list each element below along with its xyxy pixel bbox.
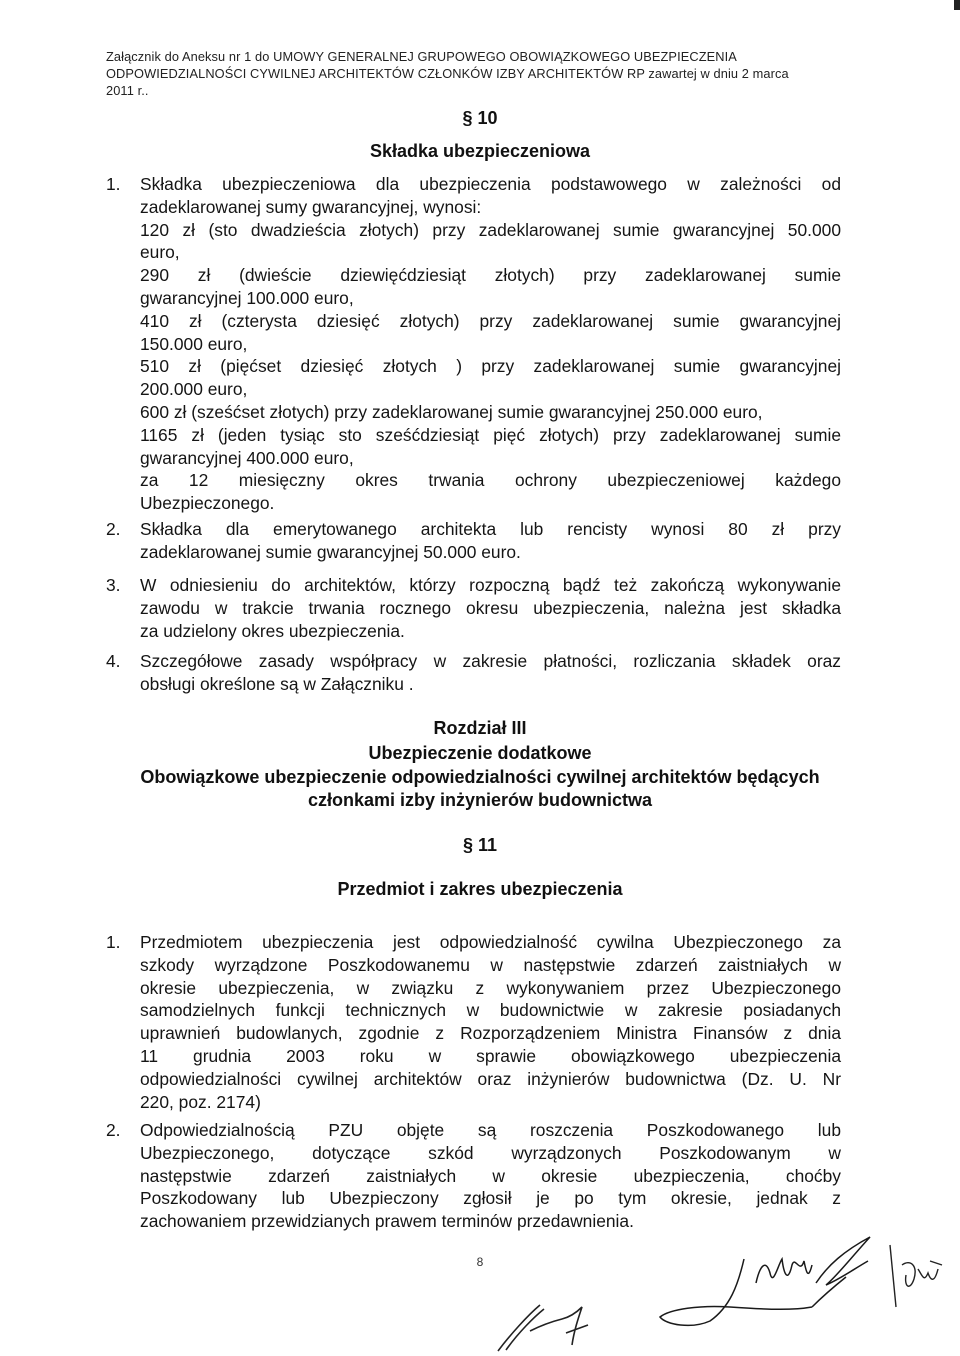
item-line: Ubezpieczonego. <box>140 493 275 514</box>
document-header <box>106 48 846 99</box>
item-line: szkody wyrządzone Poszkodowanemu w następstwie zdarzeń zaistniałych w <box>140 954 841 975</box>
item-line: za 12 miesięczny okres trwania ochrony ubezpieczeniowej każdego <box>140 470 841 491</box>
item-line: zadeklarowanej sumy gwarancyjnej, wynosi: <box>140 196 482 217</box>
corner-mark <box>954 0 960 10</box>
item-line: uprawnień budowlanych, zgodnie z Rozporządzeniem Ministra Finansów z dnia <box>140 1023 841 1044</box>
item-line: Przedmiotem ubezpieczenia jest odpowiedzialność cywilna Ubezpieczonego za <box>140 932 841 952</box>
section-10-title: Składka ubezpieczeniowa <box>369 141 591 161</box>
signature-main <box>640 1225 890 1335</box>
chapter-3-label: Rozdział III <box>433 718 527 738</box>
item-line: W odniesieniu do architektów, którzy rozpoczną bądź też zakończą wykonywanie <box>140 575 841 595</box>
item-line: euro, <box>140 242 180 263</box>
item-line: 220, poz. 2174) <box>140 1091 261 1112</box>
item-line: 600 zł (sześćset złotych) przy zadeklarowanej sumie gwarancyjnej 250.000 euro, <box>140 401 763 422</box>
item-line: samodzielnych funkcji technicznych w budownictwie w zakresie posiadanych <box>140 1000 841 1021</box>
item-line: 150.000 euro, <box>140 333 248 354</box>
item-line: Ubezpieczonego, dotyczące szkód wyrządzonych Poszkodowanym w <box>140 1142 841 1163</box>
item-line: Składka ubezpieczeniowa dla ubezpieczenia podstawowego w zależności od <box>140 174 841 194</box>
item-number: 2. <box>106 519 121 539</box>
section-10-item-4 <box>106 650 841 696</box>
item-line: 410 zł (czterysta dziesięć złotych) przy zadeklarowanej sumie gwarancyjnej <box>140 310 841 331</box>
item-line: Poszkodowany lub Ubezpieczony zgłosił je po tym okresie, jednak z <box>140 1188 841 1209</box>
chapter-3-title: członkami izby inżynierów budownictwa <box>307 790 653 810</box>
section-11-item-2 <box>106 1119 841 1233</box>
item-line: 11 grudnia 2003 roku w sprawie obowiązkowego ubezpieczenia <box>140 1045 841 1066</box>
item-line: Składka dla emerytowanego architekta lub rencisty wynosi 80 zł przy <box>140 519 841 539</box>
item-line: okresie ubezpieczenia, w związku z wykonywaniem przez Ubezpieczonego <box>140 977 841 998</box>
item-number: 1. <box>106 932 121 952</box>
item-line: obsługi określone są w Załączniku . <box>140 673 414 694</box>
section-10-item-3 <box>106 574 841 642</box>
item-number: 2. <box>106 1120 121 1140</box>
item-line: 120 zł (sto dwadzieścia złotych) przy zadeklarowanej sumie gwarancyjnej 50.000 <box>140 219 841 240</box>
section-11-item-1 <box>106 931 841 1113</box>
item-number: 1. <box>106 174 121 194</box>
item-line: Odpowiedzialnością PZU objęte są roszczenia Poszkodowanego lub <box>140 1120 841 1140</box>
section-10-number: § 10 <box>462 108 498 128</box>
header-line: 2011 r.. <box>106 83 149 98</box>
page-number: 8 <box>476 1255 484 1269</box>
item-line: zadeklarowanej sumie gwarancyjnej 50.000 euro. <box>140 541 521 562</box>
item-line: zachowaniem przewidzianych prawem terminów przedawnienia. <box>140 1211 634 1232</box>
section-10-item-2 <box>106 518 841 564</box>
header-line: Załącznik do Aneksu nr 1 do UMOWY GENERALNEJ GRUPOWEGO OBOWIĄZKOWEGO UBEZPIECZENIA <box>106 49 737 64</box>
item-line: zawodu w trakcie trwania rocznego okresu ubezpieczenia, należna jest składka <box>140 597 841 618</box>
section-10-item-1 <box>106 173 841 515</box>
item-line: za udzielony okres ubezpieczenia. <box>140 620 405 641</box>
section-11-title: Przedmiot i zakres ubezpieczenia <box>337 879 623 899</box>
item-line: gwarancyjnej 400.000 euro, <box>140 447 354 468</box>
item-line: 1165 zł (jeden tysiąc sto sześćdziesiąt pięć złotych) przy zadeklarowanej sumie <box>140 424 841 445</box>
item-line: 200.000 euro, <box>140 379 248 400</box>
item-line: 290 zł (dwieście dziewięćdziesiąt złotych) przy zadeklarowanej sumie <box>140 265 841 286</box>
item-line: gwarancyjnej 100.000 euro, <box>140 287 354 308</box>
item-line: 510 zł (pięćset dziesięć złotych ) przy zadeklarowanej sumie gwarancyjnej <box>140 356 841 377</box>
item-number: 3. <box>106 575 121 595</box>
chapter-3-subtitle: Ubezpieczenie dodatkowe <box>368 743 592 763</box>
signature-initials-left <box>470 1255 620 1355</box>
item-line: Szczegółowe zasady współpracy w zakresie płatności, rozliczania składek oraz <box>140 651 841 671</box>
item-line: odpowiedzialności cywilnej architektów oraz inżynierów budownictwa (Dz. U. Nr <box>140 1068 841 1089</box>
item-line: następstwie zdarzeń zaistniałych w okresie ubezpieczenia, choćby <box>140 1165 841 1186</box>
header-line: ODPOWIEDZIALNOŚCI CYWILNEJ ARCHITEKTÓW CZŁONKÓW IZBY ARCHITEKTÓW RP zawartej w dniu 2 marca <box>106 66 789 81</box>
chapter-3-title: Obowiązkowe ubezpieczenie odpowiedzialności cywilnej architektów będących <box>140 767 820 787</box>
item-number: 4. <box>106 651 121 671</box>
section-11-number: § 11 <box>462 835 498 855</box>
signature-initials-right <box>880 1235 950 1315</box>
